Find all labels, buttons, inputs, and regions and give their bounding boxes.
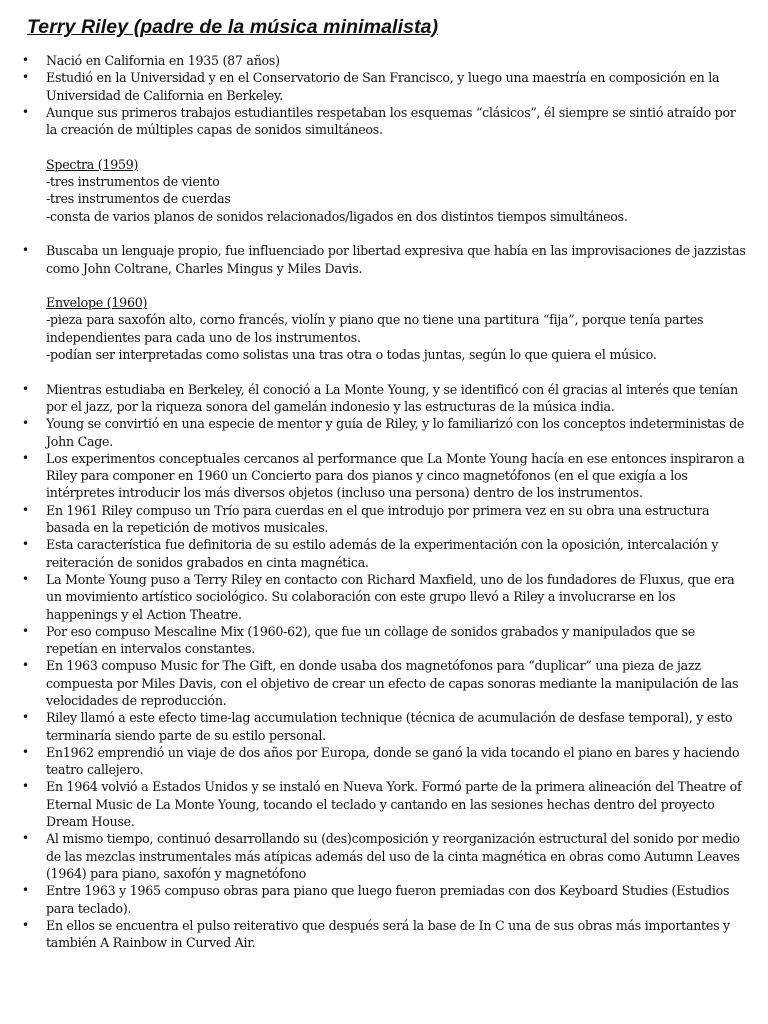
list-item: • Mientras estudiaba en Berkeley, él conoció a La Monte Young, y se identificó con él gracias al interés que tenían por el jazz, por la riqueza sonora del gamelán indonesio y las estructuras de la música india. (0, 381, 768, 416)
spacer (0, 277, 768, 294)
spectra-heading: Spectra (1959) (46, 156, 139, 172)
list-item: • Por eso compuso Mescaline Mix (1960-62), que fue un collage de sonidos grabados y manipulados que se repetían en intervalos constantes. (0, 623, 768, 658)
list-item: • Al mismo tiempo, continuó desarrollando su (des)composición y reorganización estructural del sonido por medio de las mezclas instrumentales más atípicas además del uso de la cinta magnética en obras como Autumn Leaves (1964) para piano, saxofón y magnetófono (0, 830, 768, 882)
spectra-line: -tres instrumentos de viento (46, 174, 220, 190)
list-item: • La Monte Young puso a Terry Riley en contacto con Richard Maxfield, uno de los fundadores de Fluxus, que era un movimiento artístico sociológico. Su colaboración con este grupo llevó a Riley a involucrarse en los happenings y el Action Theatre. (0, 571, 768, 623)
envelope-line: -pieza para saxofón alto, corno francés, violín y piano que no tiene una partitura “fija”, porque tenía partes independientes para cada uno de los instrumentos. (46, 312, 704, 345)
document-body (0, 52, 768, 951)
list-item: • Estudió en la Universidad y en el Conservatorio de San Francisco, y luego una maestría en composición en la Universidad de California en Berkeley. (0, 69, 768, 104)
spacer (0, 363, 768, 380)
spacer (0, 138, 768, 155)
spectra-line: -tres instrumentos de cuerdas (46, 191, 231, 207)
list-item: • En 1964 volvió a Estados Unidos y se instaló en Nueva York. Formó parte de la primera alineación del Theatre of Eternal Music de La Monte Young, tocando el teclado y cantando en las sesiones hechas dentro del proyecto Dream House. (0, 778, 768, 830)
list-item: • En1962 emprendió un viaje de dos años por Europa, donde se ganó la vida tocando el piano en bares y haciendo teatro callejero. (0, 744, 768, 779)
list-item: • Nació en California en 1935 (87 años) (0, 52, 768, 69)
list-item: • Aunque sus primeros trabajos estudiantiles respetaban los esquemas “clásicos”, él siempre se sintió atraído por la creación de múltiples capas de sonidos simultáneos. (0, 104, 768, 139)
list-item: • En 1963 compuso Music for The Gift, en donde usaba dos magnetófonos para “duplicar” una pieza de jazz compuesta por Miles Davis, con el objetivo de crear un efecto de capas sonoras mediante la manipulación de las velocidades de reproducción. (0, 657, 768, 709)
list-item: • Los experimentos conceptuales cercanos al performance que La Monte Young hacía en ese entonces inspiraron a Riley para componer en 1960 un Concierto para dos pianos y cinco magnetófonos (en el que exigía a los intérpretes introducir los más diversos objetos (incluso una persona) dentro de los instrumentos. (0, 450, 768, 502)
list-item: • Riley llamó a este efecto time-lag accumulation technique (técnica de acumulación de desfase temporal), y esto terminaría siendo parte de su estilo personal. (0, 709, 768, 744)
list-item: • En 1961 Riley compuso un Trío para cuerdas en el que introdujo por primera vez en su obra una estructura basada en la repetición de motivos musicales. (0, 502, 768, 537)
list-item: • Young se convirtió en una especie de mentor y guía de Riley, y lo familiarizó con los conceptos indeterministas de John Cage. (0, 415, 768, 450)
bullet-list-influences (0, 242, 768, 277)
page-title: Terry Riley (padre de la música minimalista) (27, 16, 439, 38)
spacer (0, 225, 768, 242)
list-item: • Esta característica fue definitoria de su estilo además de la experimentación con la oposición, intercalación y reiteración de sonidos grabados en cinta magnética. (0, 536, 768, 571)
envelope-heading: Envelope (1960) (46, 295, 148, 311)
list-item: • Entre 1963 y 1965 compuso obras para piano que luego fueron premiadas con dos Keyboard Studies (Estudios para teclado). (0, 882, 768, 917)
envelope-line: -podían ser interpretadas como solistas una tras otra o todas juntas, según lo que quiera el músico. (46, 347, 657, 363)
spectra-section (0, 156, 768, 225)
spectra-line: -consta de varios planos de sonidos relacionados/ligados en dos distintos tiempos simultáneos. (46, 208, 628, 224)
bullet-list-intro (0, 52, 768, 138)
bullet-list-career (0, 381, 768, 952)
list-item: • En ellos se encuentra el pulso reiterativo que después será la base de In C una de sus obras más importantes y también A Rainbow in Curved Air. (0, 917, 768, 952)
envelope-section (0, 294, 768, 363)
list-item: • Buscaba un lenguaje propio, fue influenciado por libertad expresiva que había en las improvisaciones de jazzistas como John Coltrane, Charles Mingus y Miles Davis. (0, 242, 768, 277)
